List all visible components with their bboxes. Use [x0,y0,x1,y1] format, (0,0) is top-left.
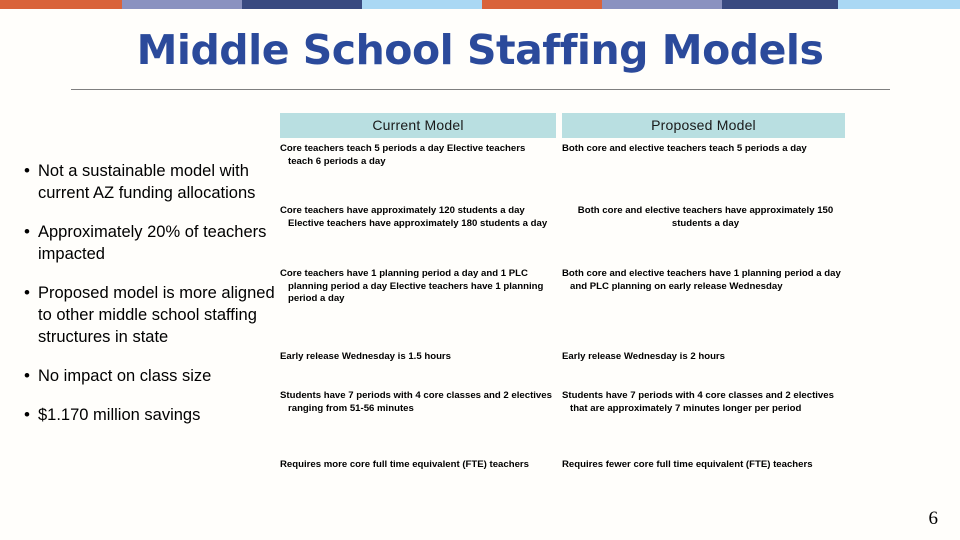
list-item-text: $1.170 million savings [38,406,201,424]
column-header-proposed-model: Proposed Model [562,113,845,138]
list-item-text: Proposed model is more aligned to other middle school staffing structures in state [38,284,275,346]
list-item [16,404,278,426]
cell-proposed-model: Early release Wednesday is 2 hours [562,350,725,362]
top-bar-segment-navy-2 [722,0,838,9]
list-item-text: No impact on class size [38,367,212,385]
table-row [280,351,845,364]
top-bar-segment-navy-1 [242,0,362,9]
list-item [16,282,278,348]
list-item [16,221,278,265]
table-row [280,268,845,306]
key-points-bullet-list [16,160,278,443]
top-bar-segment-periwinkle-1 [122,0,242,9]
table-body [280,143,845,472]
bullet-marker-icon: • [24,366,30,385]
top-bar-segment-lightblue-1 [362,0,482,9]
title-divider-rule [71,89,890,90]
top-bar-segment-orange-2 [482,0,602,9]
table-row [280,390,845,415]
decorative-top-color-bar [0,0,960,9]
top-bar-segment-orange-1 [0,0,122,9]
staffing-comparison-table [280,113,845,472]
list-item [16,365,278,387]
cell-current-model: Core teachers have approximately 120 students a day Elective teachers have approximately 180 students a day [280,205,548,229]
table-row [280,205,845,230]
bullet-marker-icon: • [24,222,30,241]
cell-current-model: Core teachers teach 5 periods a day Elective teachers teach 6 periods a day [280,143,526,167]
top-bar-segment-periwinkle-2 [602,0,722,9]
cell-proposed-model: Students have 7 periods with 4 core classes and 2 electives that are approximately 7 minutes longer per period [562,390,834,414]
top-bar-segment-lightblue-2 [838,0,960,9]
bullet-marker-icon: • [24,161,30,180]
list-item-text: Not a sustainable model with current AZ funding allocations [38,162,256,202]
list-item [16,160,278,204]
bullet-marker-icon: • [24,405,30,424]
column-header-current-model: Current Model [280,113,556,138]
table-row [280,459,845,472]
cell-current-model: Early release Wednesday is 1.5 hours [280,350,452,362]
cell-proposed-model: Requires fewer core full time equivalent (FTE) teachers [562,459,813,470]
bullet-marker-icon: • [24,283,30,302]
cell-proposed-model: Both core and elective teachers teach 5 periods a day [562,143,807,154]
cell-current-model: Core teachers have 1 planning period a day and 1 PLC planning period a day Elective teachers have 1 planning period a day [280,268,544,304]
cell-current-model: Students have 7 periods with 4 core classes and 2 electives ranging from 51-56 minutes [280,390,552,414]
table-row [280,143,845,168]
table-header-row [280,113,845,138]
page-title: Middle School Staffing Models [136,26,824,74]
page-number: 6 [928,508,938,529]
cell-current-model: Requires more core full time equivalent (FTE) teachers [280,459,529,470]
cell-proposed-model: Both core and elective teachers have 1 planning period a day and PLC planning on early release Wednesday [562,268,841,292]
list-item-text: Approximately 20% of teachers impacted [38,223,267,263]
cell-proposed-model: Both core and elective teachers have approximately 150 students a day [577,205,834,229]
